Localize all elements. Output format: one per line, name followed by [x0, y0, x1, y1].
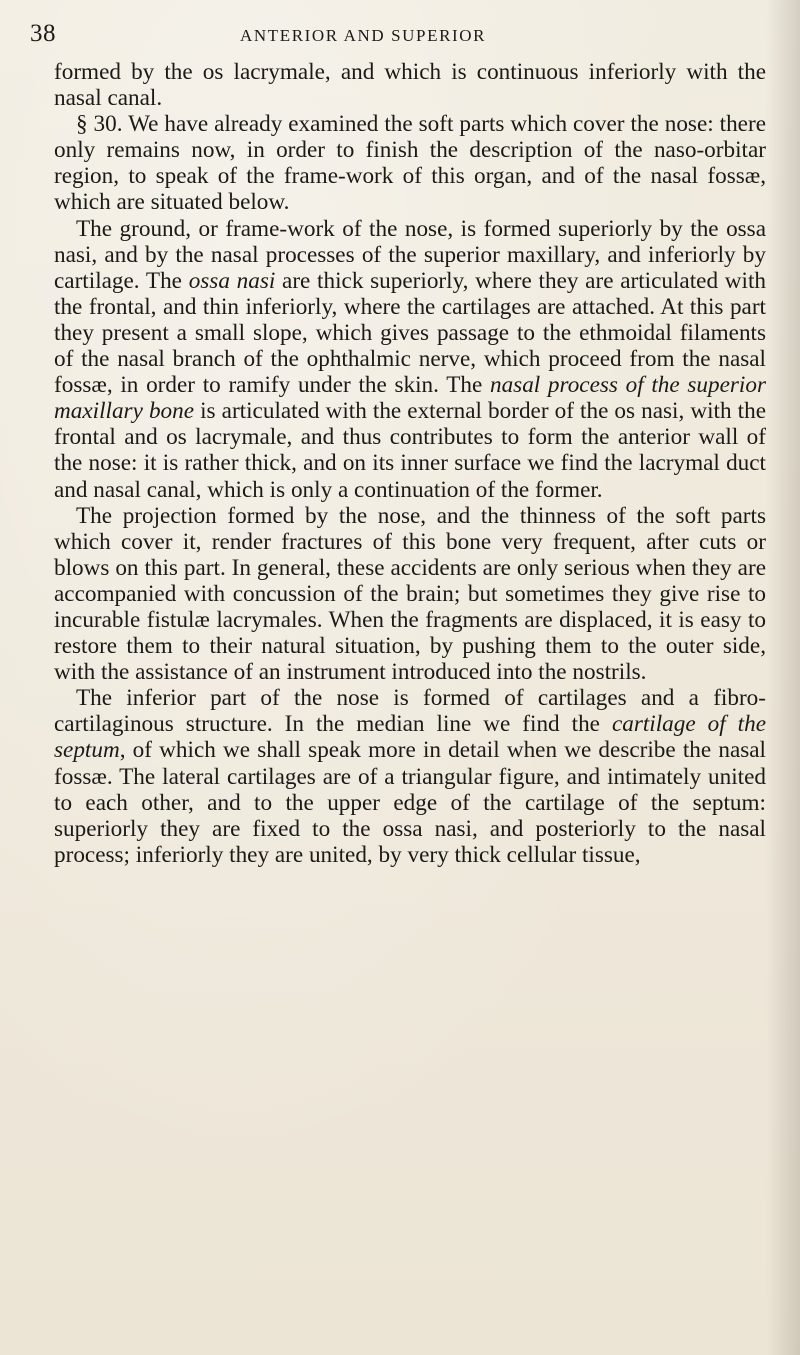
paragraph-frame-work — [54, 216, 766, 503]
text-run: The projection formed by the nose, and the thinness of the soft parts which cover it, render fractures of this bone very frequent, after cuts or blows on this part. In general, these accidents are only serious when they are accompanied with concussion of the brain; but sometimes they give rise to incurable fistulæ lacrymales. When the fragments are displaced, it is easy to restore them to their natural situation, by pushing them to the outer side, with the assistance of an instrument introduced into the nostrils. — [54, 502, 766, 686]
running-title: ANTERIOR AND SUPERIOR — [240, 26, 487, 45]
page-header — [0, 20, 800, 56]
italic-term: nasal process of the superior maxillary bone — [54, 372, 766, 425]
text-run: , of which we shall speak more in detail when we describe the nasal fossæ. The lateral cartilages are of a triangular figure, and intimately united to each other, and to the upper edge of the cartilage of the septum: superiorly they are fixed to the ossa nasi, and posteriorly to the nasal process; inferiorly they are united, by very thick cellular tissue, — [54, 737, 766, 868]
text-run: The ground, or frame-work of the nose, is formed superiorly by the ossa nasi, and by the nasal processes of the superior maxillary, and inferiorly by cartilage. The — [54, 215, 766, 294]
text-run: The inferior part of the nose is formed of cartilages and a fibro-cartilaginous structure. In the median line we find the — [54, 685, 766, 738]
paragraph-fractures — [54, 503, 766, 686]
page-edge-shadow — [766, 0, 800, 1355]
page-number: 38 — [30, 20, 56, 47]
text-run: are thick superiorly, where they are articulated with the frontal, and thin inferiorly, where the cartilages are attached. At this part they present a small slope, which gives passage to the ethmoidal filaments of the nasal branch of the ophthalmic nerve, which proceed from the nasal fossæ, in order to ramify under the skin. The — [54, 267, 767, 399]
text-run: formed by the os lacrymale, and which is continuous inferiorly with the nasal canal. — [54, 59, 766, 112]
paragraph-cartilages — [54, 685, 766, 868]
paragraph-section-30 — [54, 111, 766, 215]
italic-term: cartilage of the septum — [54, 711, 766, 764]
paragraph-continuation — [54, 59, 766, 111]
body-text — [54, 59, 766, 868]
text-run: § 30. We have already examined the soft parts which cover the nose: there only remains now, in order to finish the description of the naso-orbitar region, to speak of the frame-work of this organ, and of the nasal fossæ, which are situated below. — [54, 111, 766, 216]
text-run: is articulated with the external border of the os nasi, with the frontal and os lacrymale, and thus contributes to form the anterior wall of the nose: it is rather thick, and on its inner surface we find the lacrymal duct and nasal canal, which is only a continuation of the former. — [54, 398, 766, 503]
italic-term: ossa nasi — [188, 267, 276, 294]
